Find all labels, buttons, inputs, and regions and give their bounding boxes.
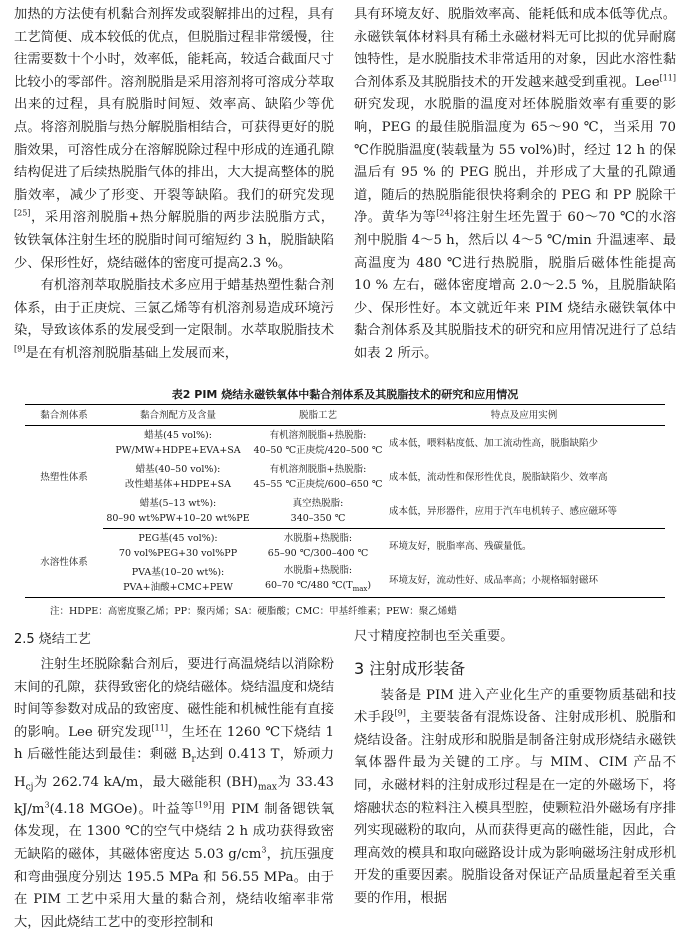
header-formula: 黏合剂配方及含量 — [103, 405, 253, 426]
citation-ref[interactable]: [24] — [436, 208, 453, 218]
citation-ref[interactable]: [11] — [659, 73, 676, 83]
system-cell: 水溶性体系 — [25, 529, 103, 598]
table-header-row — [25, 405, 665, 426]
section-heading-sintering: 2.5 烧结工艺 — [14, 632, 91, 647]
table-row — [25, 563, 665, 598]
process-cell: 有机溶剂脱脂+热脱脂: 40–50 ℃正庚烷/420–500 ℃ — [253, 430, 383, 456]
process-cell: 水脱脂+热脱脂: 65–90 ℃/300–400 ℃ — [267, 533, 369, 559]
header-binder-system: 黏合剂体系 — [25, 405, 103, 426]
formula-cell: PVA基(10–20 wt%): PVA+油酸+CMC+PEW — [103, 563, 253, 598]
table-row — [25, 494, 665, 529]
feature-cell: 环境友好，流动性好、成品率高；小规格辐射磁环 — [383, 563, 665, 598]
citation-ref[interactable]: [19] — [194, 800, 212, 810]
bottom-right-column — [354, 626, 676, 911]
feature-cell: 成本低，喂料粘度低、加工流动性高，脱脂缺陷少 — [389, 437, 599, 449]
formula-cell: 蜡基(40–50 vol%): 改性蜡基体+HDPE+SA — [124, 464, 232, 490]
citation-ref[interactable]: [25] — [14, 208, 31, 218]
process-cell: 真空热脱脂: 340–350 ℃ — [253, 494, 383, 529]
citation-ref[interactable]: [11] — [151, 723, 168, 733]
table-caption: 表2 PIM 烧结永磁铁氧体中黏合剂体系及其脱脂技术的研究和应用情况 — [171, 388, 519, 401]
paragraph-water-debinding: 具有环境友好、脱脂效率高、能耗低和成本低等优点。永磁铁氧体材料具有稀土永磁材料无可比拟的优异耐腐蚀特性，是水脱脂技术非常适用的对象，因此水溶性黏合剂体系及其脱脂技术的开发越来越受到重视。Lee[11]研究发现，水脱脂的温度对坯体脱脂效率有重要的影响，PEG 的最佳脱脂温度为 65～90 ℃，当采用 70 ℃作脱脂温度(装载量为 55 vol%)时，经过 12 h 的保温后有 95 % 的 PEG 脱出，并形成了大量的孔隙通道，随后的热脱脂能很快将剩余的 PEG 和 PP 脱除干净。黄华为等[24]将注射生坯先置于 60～70 ℃的水溶剂中脱脂 4～5 h，然后以 4～5 ℃/min 升温速率、最高温度为 480 ℃进行热脱脂，脱脂后磁体性能提高 10 % 左右，磁体密度增高 2.0～2.5 %，且脱脂缺陷少、保形性好。本文就近年来 PIM 烧结永磁铁氧体中黏合剂体系及其脱脂技术的研究和应用情况进行了总结如表 2 所示。 — [354, 7, 677, 361]
feature-cell: 成本低，流动性和保形性优良，脱脂缺陷少、效率高 — [389, 471, 608, 483]
feature-cell: 成本低，异形器件，应用于汽车电机转子、感应磁环等 — [383, 494, 665, 529]
feature-cell: 环境友好，脱脂率高、残碳量低。 — [389, 540, 532, 552]
table-note: 注：HDPE：高密度聚乙烯；PP：聚丙烯；SA：硬脂酸；CMC：甲基纤维素；PEW：聚乙烯蜡 — [50, 606, 457, 617]
table-binder-systems — [14, 386, 676, 617]
top-right-column — [354, 4, 676, 366]
data-table — [25, 404, 665, 598]
header-process: 脱脂工艺 — [253, 405, 383, 426]
paragraph-sintering: 注射生坯脱除黏合剂后，要进行高温烧结以消除粉末间的孔隙，获得致密化的烧结磁体。烧结温度和烧结时间等参数对成品的致密度、磁性能和机械性能有直接的影响。Lee 研究发现[11]，生坯在 1260 ℃下烧结 1 h 后磁性能达到最佳：剩磁 $B_r$达到 0.413 T，矫顽力 $H_{cj}$为 262.74 kA/m，最大磁能积 $(BH)_{max}$为 33.43 $kJ/m^3(4.18$ MGOe)。叶益等[19]用 PIM 制备锶铁氧体发现，在 1300 ℃的空气中烧结 2 h 成功获得致密无缺陷的磁体，其磁体密度达 5.03 $g/cm^3$，抗压强度和弯曲强度分别达 195.5 MPa 和 56.55 MPa。由于在 PIM 工艺中采用大量的黏合剂，烧结收缩率非常大，因此烧结工艺中的变形控制和 — [14, 657, 335, 930]
process-cell: 有机溶剂脱脂+热脱脂: 45–55 ℃正庚烷/600–650 ℃ — [253, 464, 383, 490]
header-features: 特点及应用实例 — [383, 405, 665, 426]
section-heading-equipment: 3 注射成形装备 — [354, 658, 466, 678]
table-row — [25, 426, 665, 461]
paragraph-solvent-extraction: 有机溶剂萃取脱脂技术多应用于蜡基热塑性黏合剂体系，由于正庚烷、三氯乙烯等有机溶剂易造成环境污染，导致该体系的发展受到一定限制。水萃取脱脂技术[9]是在有机溶剂脱脂基础上发展而来， — [14, 278, 334, 361]
table-row — [25, 460, 665, 494]
paragraph-continuation: 尺寸精度控制也至关重要。 — [354, 629, 514, 644]
paragraph-equipment: 装备是 PIM 进入产业化生产的重要物质基础和技术手段[9]，主要装备有混炼设备、注射成形机、脱脂和烧结设备。注射成形和脱脂是制备注射成形烧结永磁铁氧体器件最为关键的工序。与 MIM、CIM 产品不同，永磁材料的注射成形过程是在一定的外磁场下，将熔融状态的粒料注入模具型腔，使颗粒沿外磁场有序排列实现磁粉的取向，从而获得更高的磁性能，因此，合理高效的模具和取向磁路设计成为影响磁场注射成形机开发的重要因素。脱脂设备对保证产品质量起着至关重要的作用，根据 — [354, 687, 677, 906]
formula-cell: 蜡基(45 vol%): PW/MW+HDPE+EVA+SA — [115, 430, 241, 456]
citation-ref[interactable]: [9] — [14, 344, 26, 354]
table-row — [25, 529, 665, 564]
formula-cell: 蜡基(5–13 wt%): 80–90 wt%PW+10–20 wt%PE — [103, 494, 253, 529]
top-left-column — [14, 4, 334, 366]
process-cell: 水脱脂+热脱脂: 60–70 ℃/480 $℃(T_{max})$ — [253, 563, 383, 598]
system-cell: 热塑性体系 — [40, 471, 88, 483]
citation-ref[interactable]: [9] — [394, 708, 406, 718]
bottom-left-column — [14, 626, 334, 934]
paragraph-debinding-methods: 加热的方法使有机黏合剂挥发或裂解排出的过程，具有工艺简便、成本较低的优点，但脱脂过程非常缓慢，往往需要数十个小时，效率低，能耗高，较适合截面尺寸比较小的零部件。溶剂脱脂是采用溶剂将可溶成分萃取出来的过程，具有脱脂时间短、效率高、缺陷少等优点。将溶剂脱脂与热分解脱脂相结合，可获得更好的脱脂效果，可溶性成分在溶解脱除过程中形成的连通孔隙结构促进了后续热脱脂气体的排出，大大提高整体的脱脂效率，减少了形变、开裂等缺陷。我们的研究发现[25]，采用溶剂脱脂+热分解脱脂的两步法脱脂方式，钕铁氧体注射生坯的脱脂时间可缩短约 3 h，脱脂缺陷少、保形性好，烧结磁体的密度可提高2.3 %。 — [14, 7, 334, 271]
formula-cell: PEG基(45 vol%): 70 vol%PEG+30 vol%PP — [118, 533, 238, 559]
